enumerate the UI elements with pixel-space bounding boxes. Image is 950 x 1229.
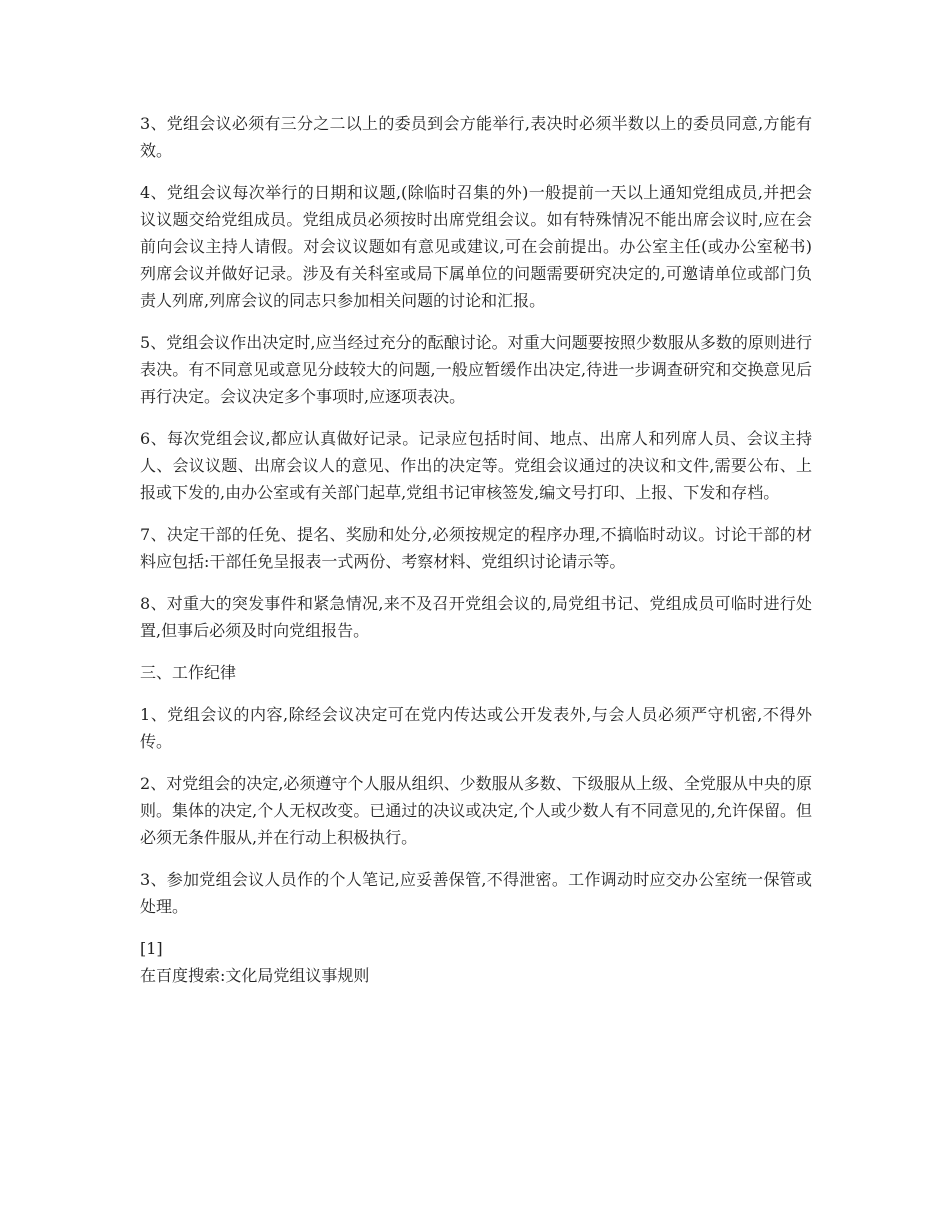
paragraph-rule-3: 3、党组会议必须有三分之二以上的委员到会方能举行,表决时必须半数以上的委员同意,方能有效。 xyxy=(140,114,812,160)
paragraph-discipline-1: 1、党组会议的内容,除经会议决定可在党内传达或公开发表外,与会人员必须严守机密,不得外传。 xyxy=(140,705,812,751)
paragraph-rule-7: 7、决定干部的任免、提名、奖励和处分,必须按规定的程序办理,不搞临时动议。讨论干部的材料应包括:干部任免呈报表一式两份、考察材料、党组织讨论请示等。 xyxy=(140,525,812,571)
paragraph-rule-4: 4、党组会议每次举行的日期和议题,(除临时召集的外)一般提前一天以上通知党组成员,并把会议议题交给党组成员。党组成员必须按时出席党组会议。如有特殊情况不能出席会议时,应在会前向会议主持人请假。对会议议题如有意见或建议,可在会前提出。办公室主任(或办公室秘书)列席会议并做好记录。涉及有关科室或局下属单位的问题需要研究决定的,可邀请单位或部门负责人列席,列席会议的同志只参加相关问题的讨论和汇报。 xyxy=(140,183,812,310)
paragraph-rule-5: 5、党组会议作出决定时,应当经过充分的酝酿讨论。对重大问题要按照少数服从多数的原则进行表决。有不同意见或意见分歧较大的问题,一般应暂缓作出决定,待进一步调查研究和交换意见后再行决定。会议决定多个事项时,应逐项表决。 xyxy=(140,333,812,406)
reference-mark: [1] xyxy=(140,939,163,958)
paragraph-discipline-2: 2、对党组会的决定,必须遵守个人服从组织、少数服从多数、下级服从上级、全党服从中央的原则。集体的决定,个人无权改变。已通过的决议或决定,个人或少数人有不同意见的,允许保留。但必须无条件服从,并在行动上积极执行。 xyxy=(140,774,812,847)
paragraph-rule-8: 8、对重大的突发事件和紧急情况,来不及召开党组会议的,局党组书记、党组成员可临时进行处置,但事后必须及时向党组报告。 xyxy=(140,594,812,640)
search-line: 在百度搜索:文化局党组议事规则 xyxy=(140,966,370,985)
document-body xyxy=(140,110,812,989)
paragraph-rule-6: 6、每次党组会议,都应认真做好记录。记录应包括时间、地点、出席人和列席人员、会议主持人、会议议题、出席会议人的意见、作出的决定等。党组会议通过的决议和文件,需要公布、上报或下发的,由办公室或有关部门起草,党组书记审核签发,编文号打印、上报、下发和存档。 xyxy=(140,429,812,502)
paragraph-discipline-3: 3、参加党组会议人员作的个人笔记,应妥善保管,不得泄密。工作调动时应交办公室统一保管或处理。 xyxy=(140,870,812,916)
section-heading-work-discipline: 三、工作纪律 xyxy=(140,663,237,682)
